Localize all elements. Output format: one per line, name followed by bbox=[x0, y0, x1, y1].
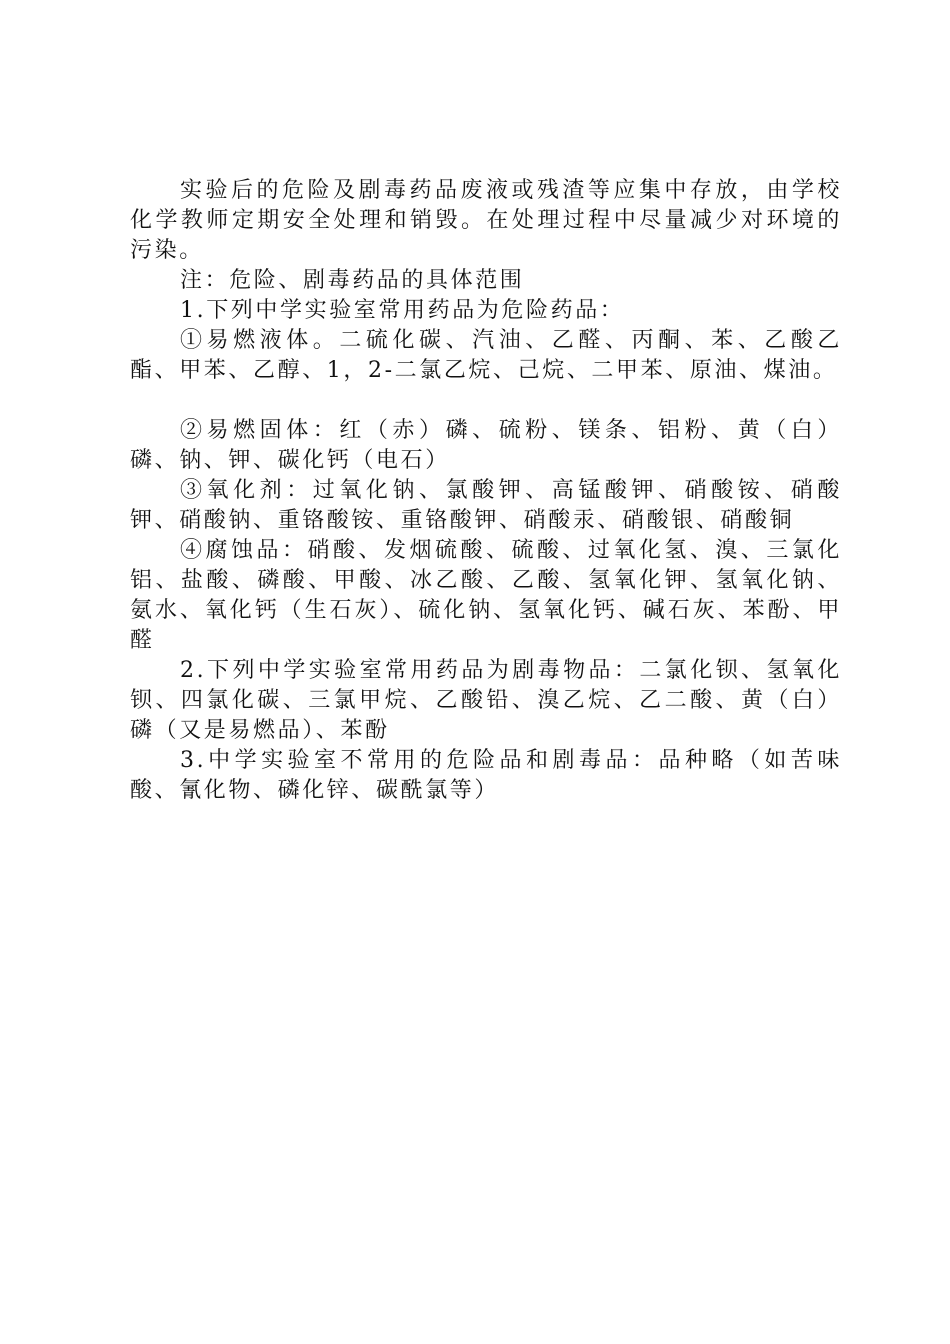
paragraph-oxidizers: ③氧化剂：过氧化钠、氯酸钾、高锰酸钾、硝酸铵、硝酸钾、硝酸钠、重铬酸铵、重铬酸钾、硝酸汞、硝酸银、硝酸铜 bbox=[130, 478, 842, 533]
paragraph-dangerous-list-heading: 1.下列中学实验室常用药品为危险药品： bbox=[180, 298, 625, 323]
document-body bbox=[130, 176, 842, 806]
paragraph-disposal: 实验后的危险及剧毒药品废液或残渣等应集中存放，由学校化学教师定期安全处理和销毁。在处理过程中尽量减少对环境的污染。 bbox=[130, 178, 842, 263]
paragraph-flammable-solids: ②易燃固体：红（赤）磷、硫粉、镁条、铝粉、黄（白）磷、钠、钾、碳化钙（电石） bbox=[130, 418, 842, 473]
paragraph-note-heading: 注：危险、剧毒药品的具体范围 bbox=[180, 268, 525, 293]
paragraph-corrosives: ④腐蚀品：硝酸、发烟硫酸、硫酸、过氧化氢、溴、三氯化铝、盐酸、磷酸、甲酸、冰乙酸、乙酸、氢氧化钾、氢氧化钠、氨水、氧化钙（生石灰）、硫化钠、氢氧化钙、碱石灰、苯酚、甲醛 bbox=[130, 538, 842, 653]
paragraph-toxic-substances: 2.下列中学实验室常用药品为剧毒物品：二氯化钡、氢氧化钡、四氯化碳、三氯甲烷、乙酸铅、溴乙烷、乙二酸、黄（白）磷（又是易燃品）、苯酚 bbox=[130, 658, 842, 743]
paragraph-flammable-liquids: ①易燃液体。二硫化碳、汽油、乙醛、丙酮、苯、乙酸乙酯、甲苯、乙醇、1，2-二氯乙烷、己烷、二甲苯、原油、煤油。 bbox=[130, 328, 842, 383]
paragraph-uncommon-hazards: 3.中学实验室不常用的危险品和剧毒品：品种略（如苦味酸、氰化物、磷化锌、碳酰氯等） bbox=[130, 748, 842, 803]
